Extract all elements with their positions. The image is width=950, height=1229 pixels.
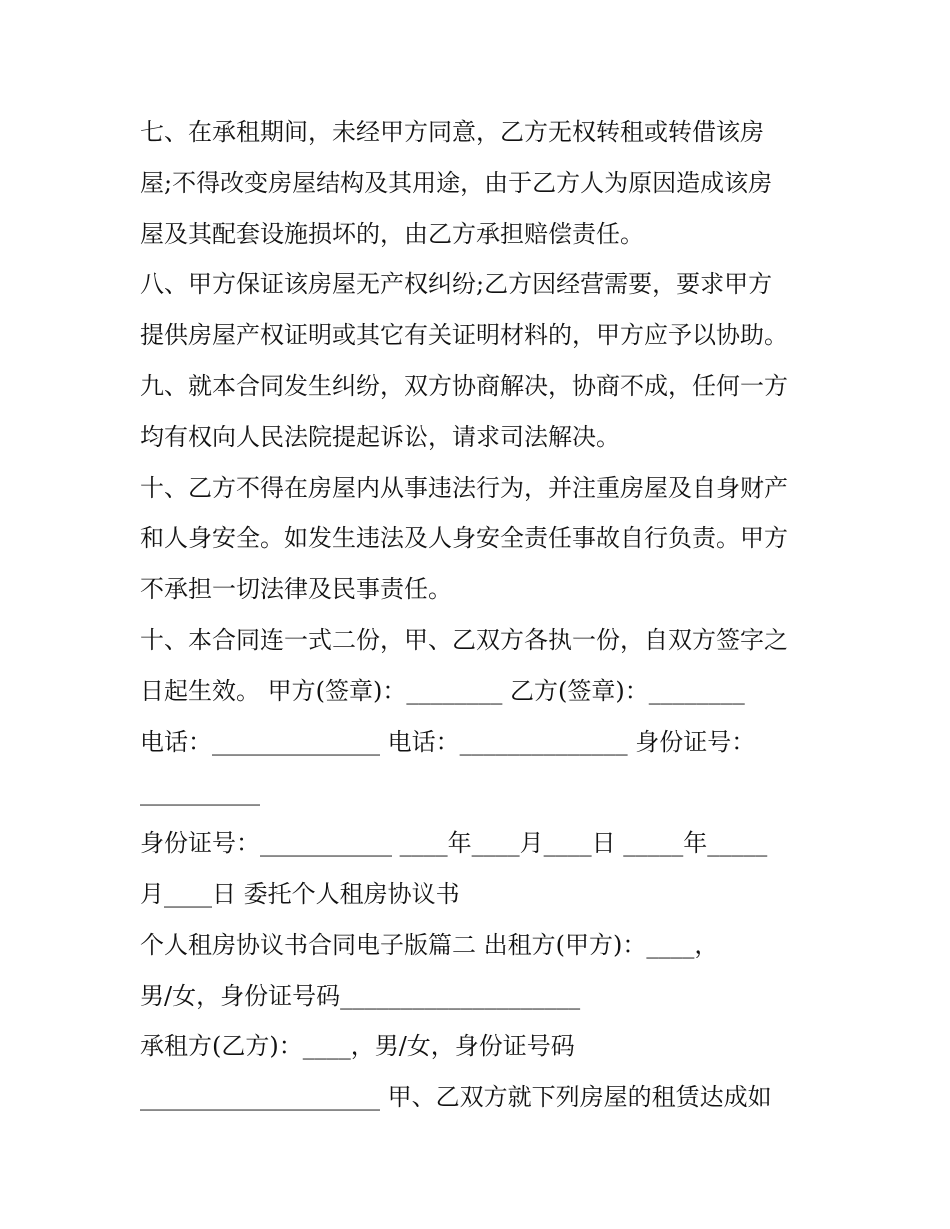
contract-text [140,107,820,1123]
text-line-id-blank: __________ [140,778,260,807]
text-line-clause-10-c: 不承担一切法律及民事责任。 [140,575,452,604]
text-line-clause-7-c: 屋及其配套设施损坏的，由乙方承担赔偿责任。 [140,219,644,248]
text-line-clause-9-b: 均有权向人民法院提起诉讼，请求司法解决。 [140,422,620,451]
text-line-lessee-id-agreement: ____________________ 甲、乙双方就下列房屋的租赁达成如 [140,1083,772,1112]
text-line-clause-10-b: 和人身安全。如发生违法及人身安全责任事故自行负责。甲方 [140,524,788,553]
text-line-lessee: 承租方(乙方)：____，男/女，身份证号码 [140,1032,575,1061]
text-line-clause-9-a: 九、就本合同发生纠纷，双方协商解决，协商不成，任何一方 [140,371,788,400]
text-line-id-date: 身份证号：___________ ____年____月____日 _____年_____ [140,829,768,858]
text-line-clause-7-a: 七、在承租期间，未经甲方同意，乙方无权转租或转借该房 [140,118,764,146]
text-line-signature: 日起生效。 甲方(签章)：________ 乙方(签章)：________ [140,676,745,705]
text-line-date-title: 月____日 委托个人租房协议书 [140,879,460,908]
text-line-part-two-lessor: 个人租房协议书合同电子版篇二 出租方(甲方)：____， [140,930,719,959]
text-line-clause-10-a: 十、乙方不得在房屋内从事违法行为，并注重房屋及自身财产 [140,473,788,502]
text-line-clause-8-a: 八、甲方保证该房屋无产权纠纷;乙方因经营需要，要求甲方 [140,270,773,299]
text-line-clause-7-b: 屋;不得改变房屋结构及其用途，由于乙方人为原因造成该房 [140,168,773,197]
text-line-lessor-id: 男/女，身份证号码____________________ [140,981,581,1010]
text-line-clause-8-b: 提供房屋产权证明或其它有关证明材料的，甲方应予以协助。 [140,321,788,350]
text-line-clause-11-a: 十、本合同连一式二份，甲、乙双方各执一份，自双方签字之 [140,625,788,654]
text-line-phone: 电话：______________ 电话：______________ 身份证号： [140,727,756,756]
